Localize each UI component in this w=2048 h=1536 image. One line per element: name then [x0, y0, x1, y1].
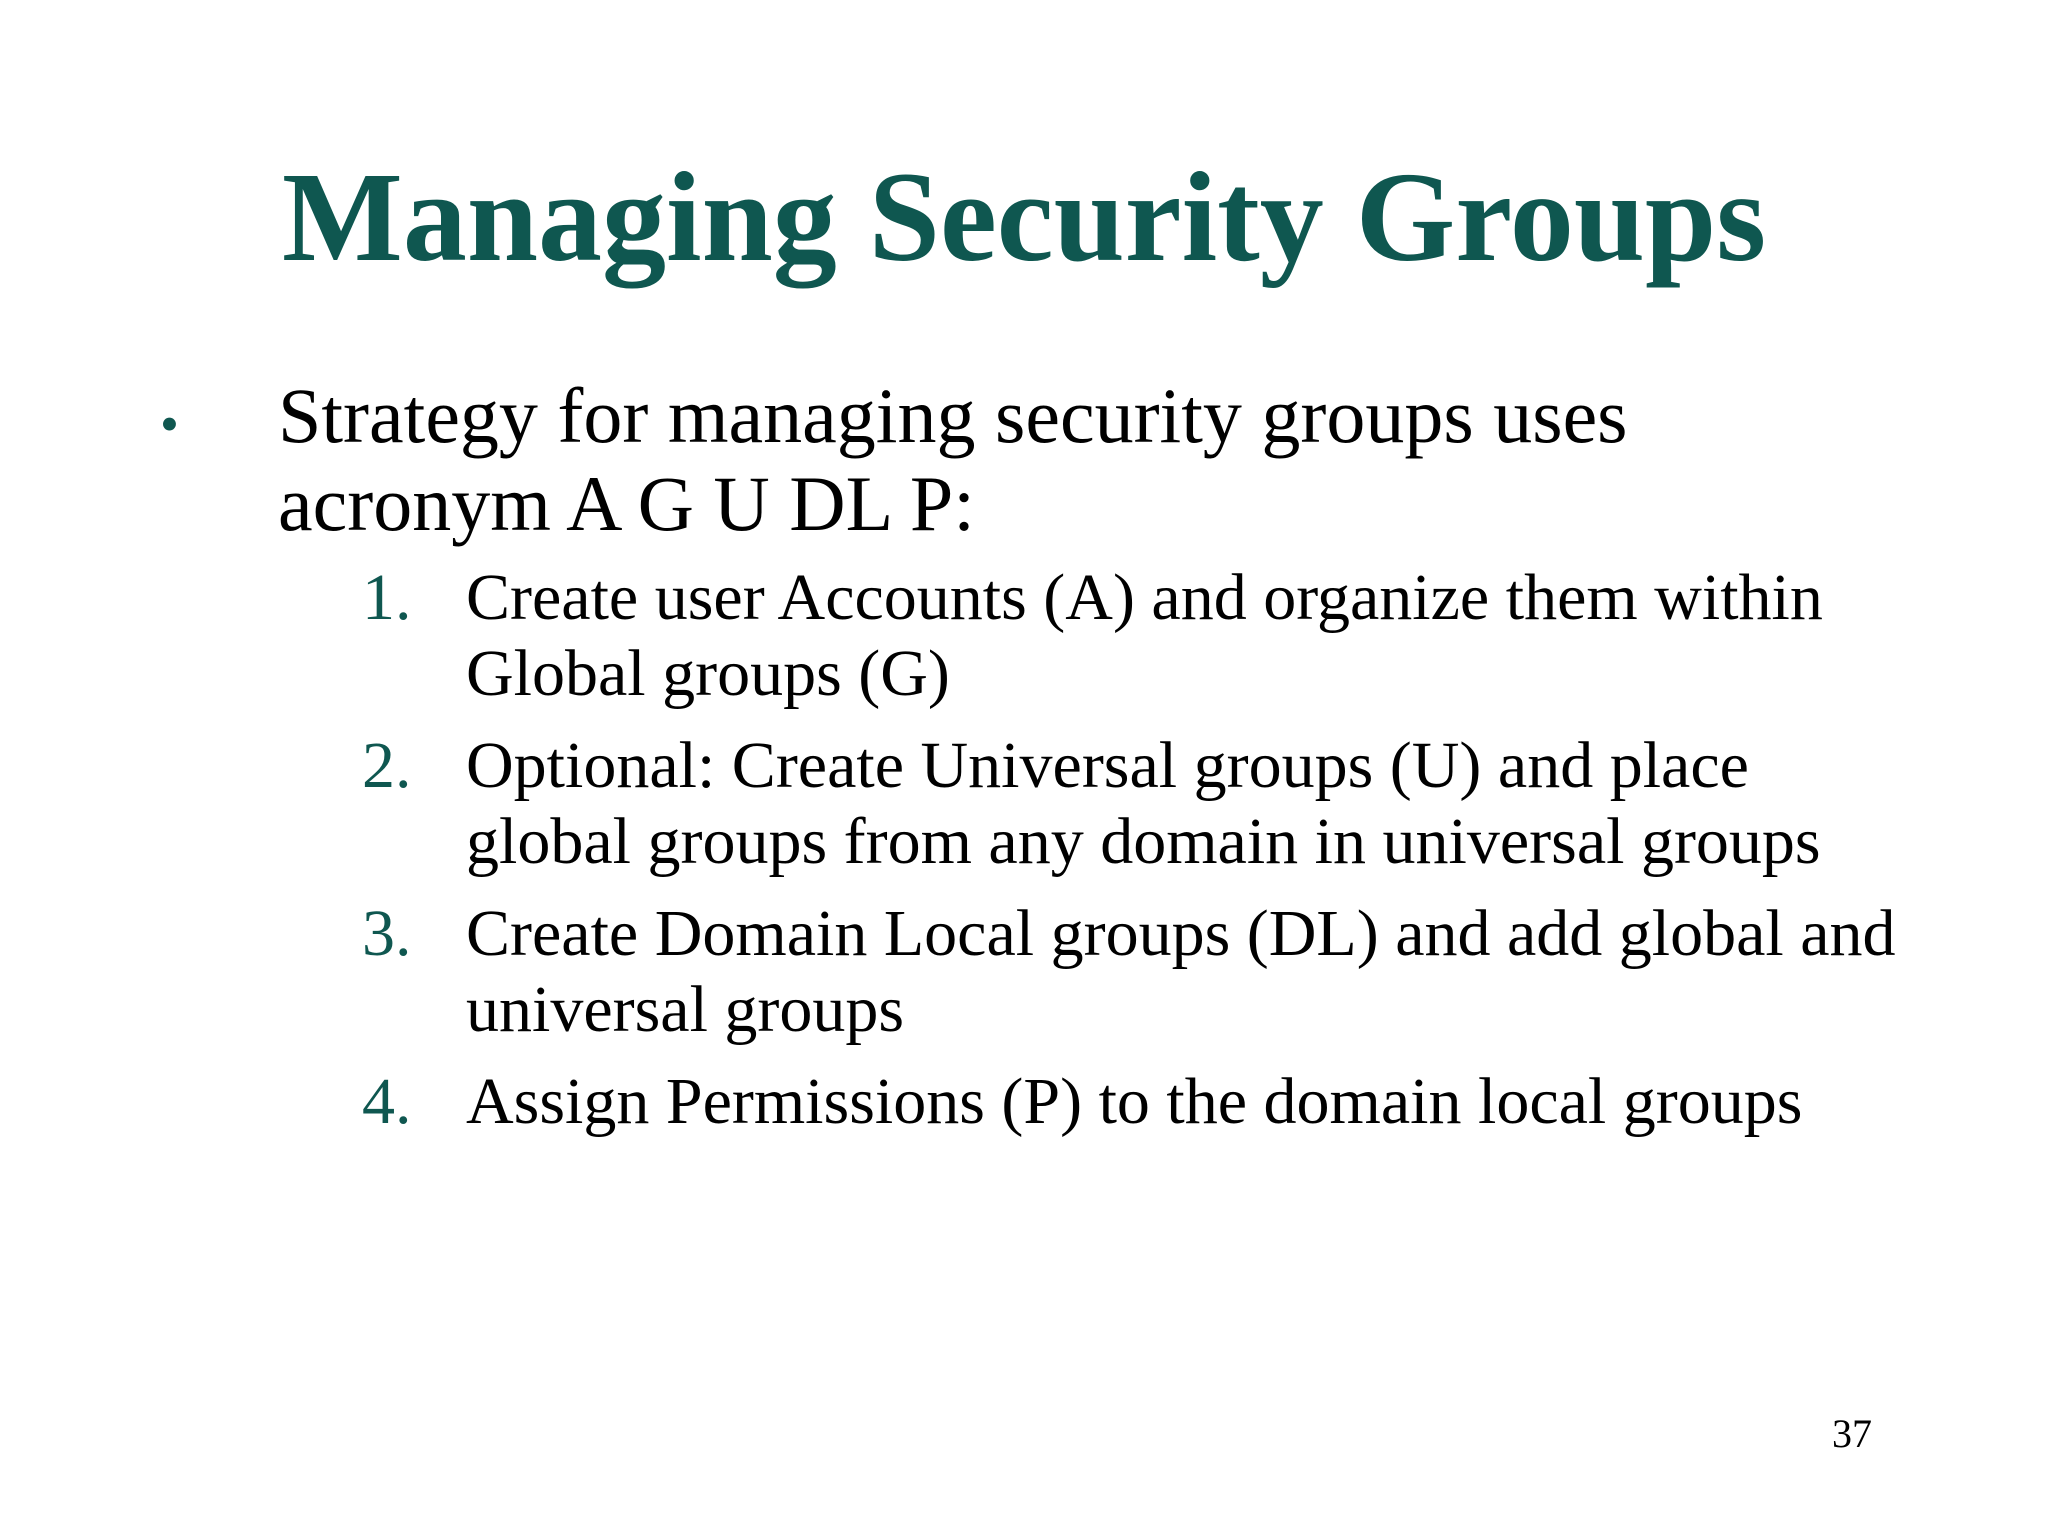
- step-item: [356, 1064, 1916, 1140]
- step-number: 2.: [362, 729, 412, 802]
- step-item: [356, 728, 1916, 880]
- slide-title: Managing Security Groups: [282, 146, 1766, 288]
- step-text: Optional: Create Universal groups (U) and place global groups from any domain in universal groups: [466, 729, 1821, 878]
- step-item: [356, 560, 1916, 712]
- step-item: [356, 896, 1916, 1048]
- step-number: 1.: [362, 561, 412, 634]
- bullet-item: [150, 372, 1950, 548]
- bullet-marker: •: [160, 394, 179, 454]
- step-text: Create Domain Local groups (DL) and add global and universal groups: [466, 897, 1896, 1046]
- step-text: Create user Accounts (A) and organize them within Global groups (G): [466, 561, 1823, 710]
- bullet-text: Strategy for managing security groups uses acronym A G U DL P:: [278, 372, 1628, 547]
- page-number: 37: [1832, 1411, 1872, 1456]
- step-number: 3.: [362, 897, 412, 970]
- step-number: 4.: [362, 1065, 412, 1138]
- steps-list: [356, 560, 1916, 1156]
- step-text: Assign Permissions (P) to the domain local groups: [466, 1065, 1803, 1138]
